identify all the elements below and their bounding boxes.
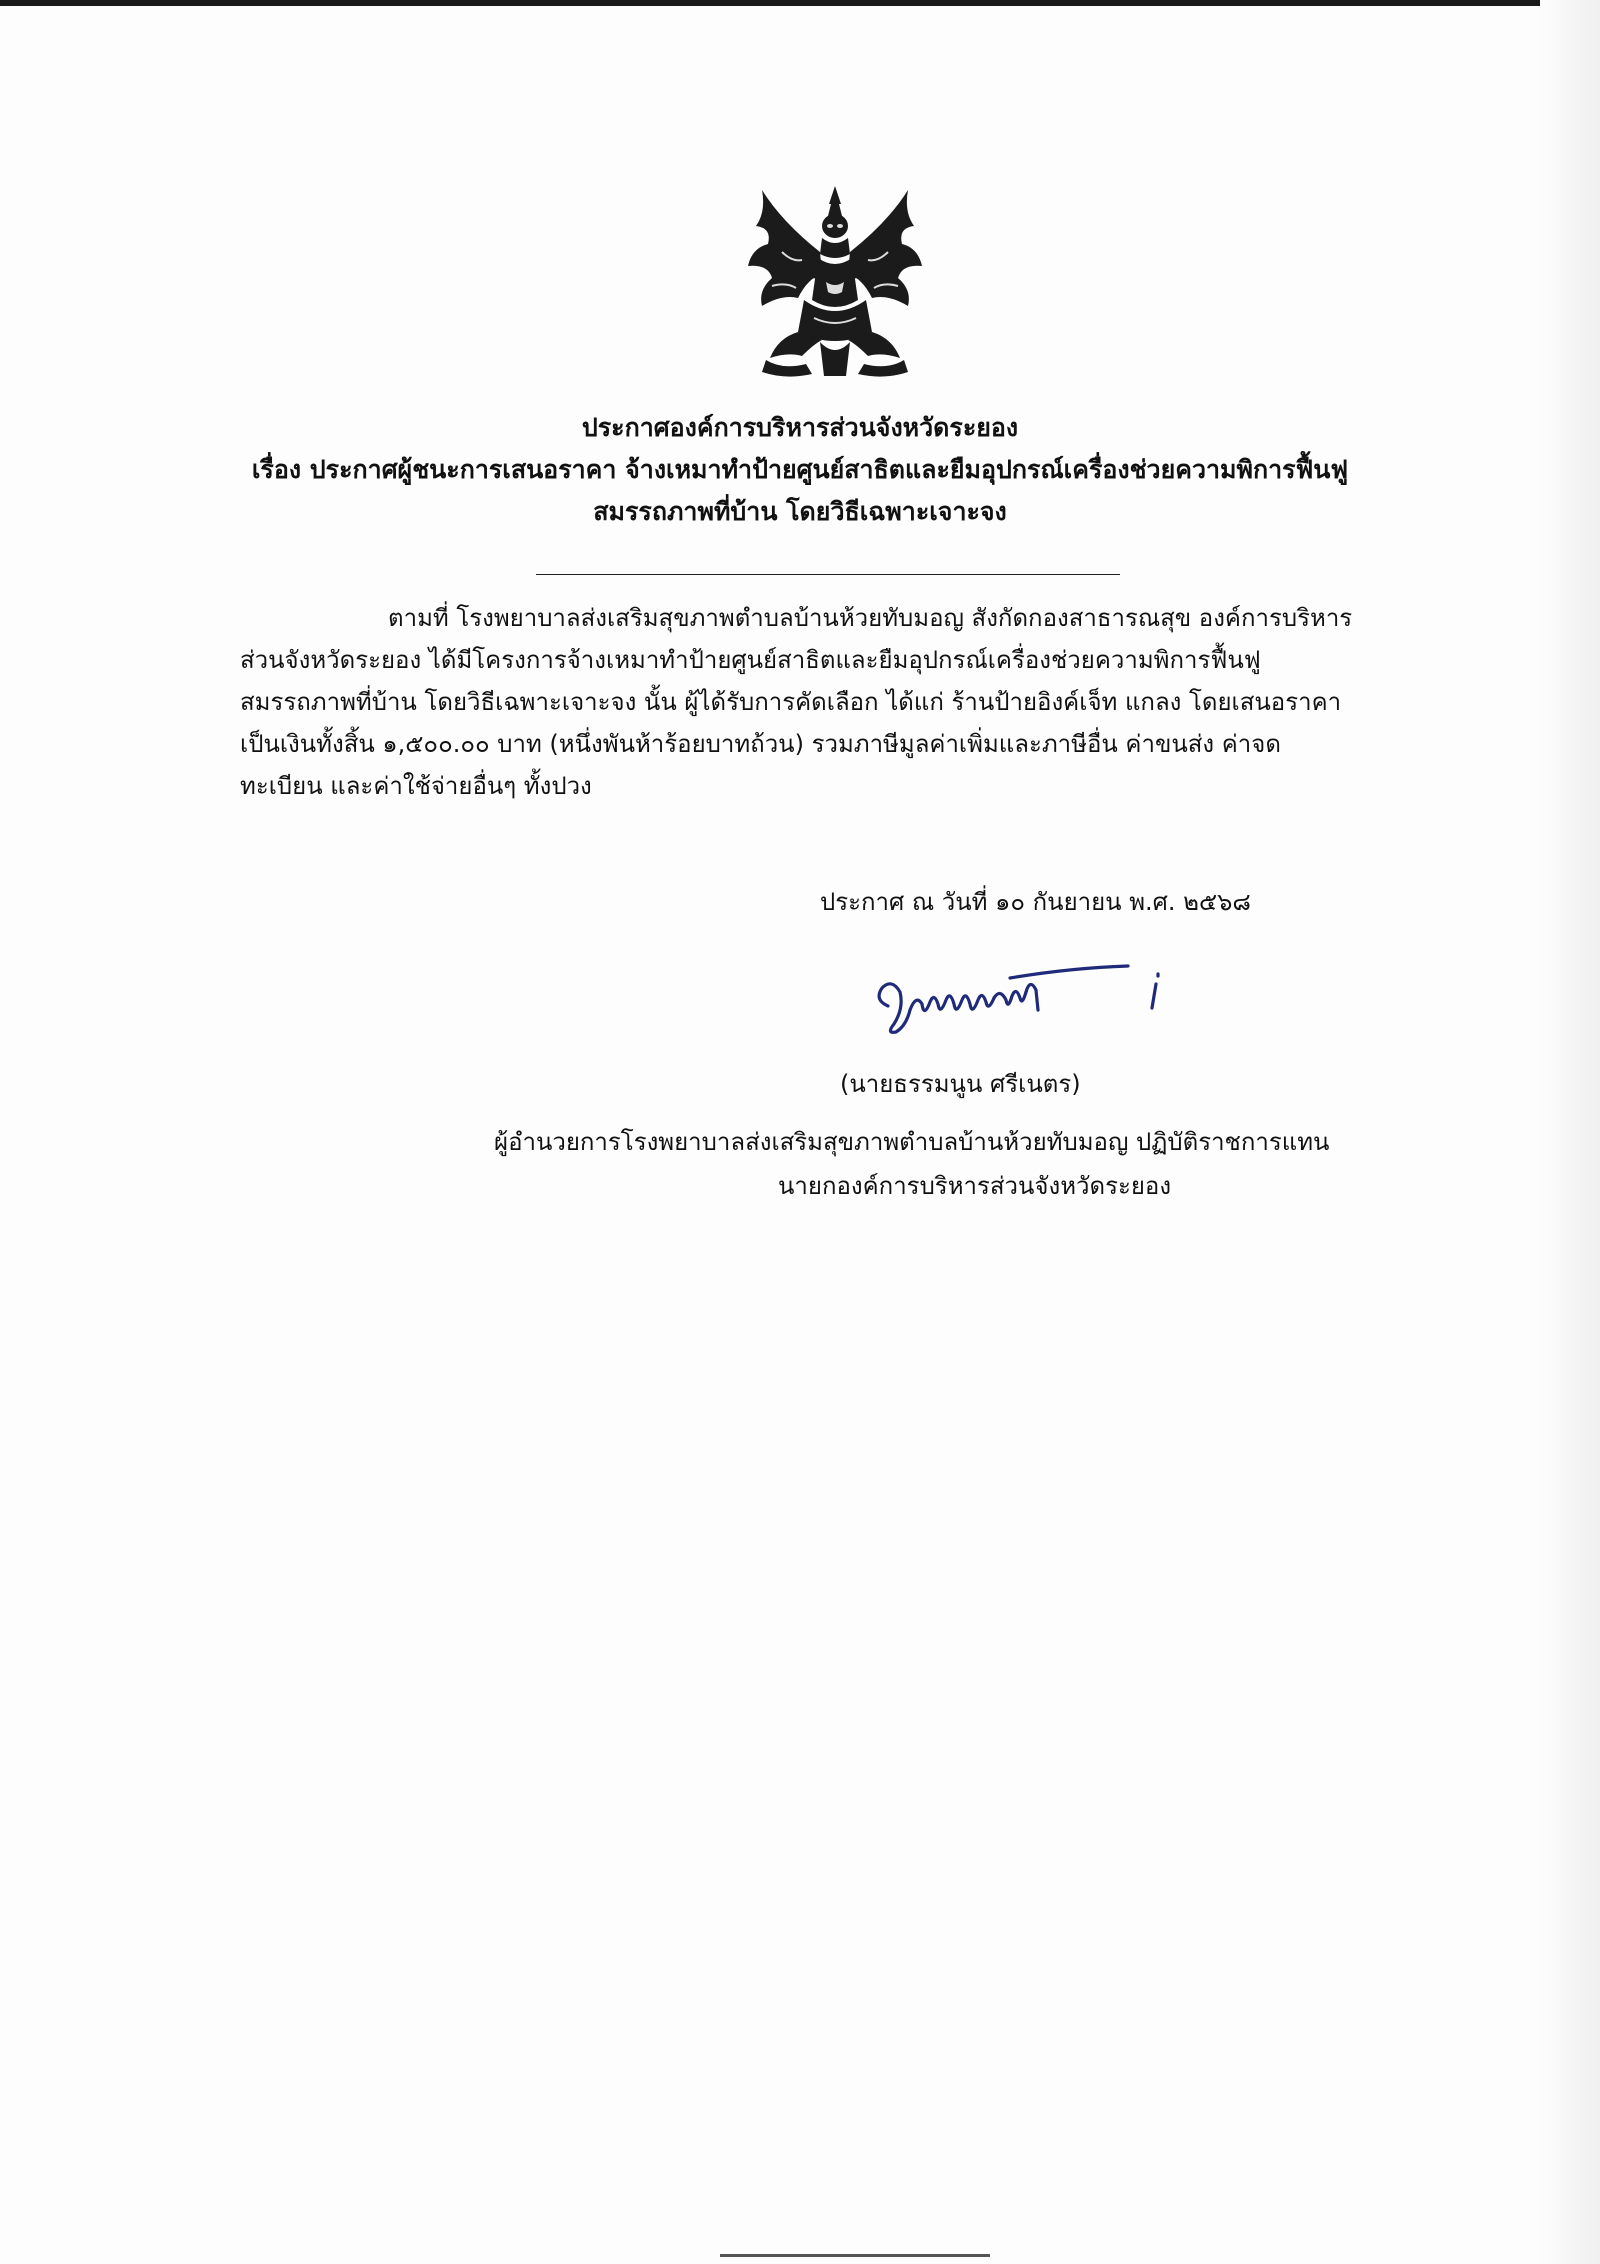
body-line-1: ตามที่ โรงพยาบาลส่งเสริมสุขภาพตำบลบ้านห้วยทับมอญ สังกัดกองสาธารณสุข องค์การบริหาร bbox=[388, 604, 1353, 632]
scan-right-shade bbox=[1540, 0, 1600, 2264]
signer-position: ผู้อำนวยการโรงพยาบาลส่งเสริมสุขภาพตำบลบ้านห้วยทับมอญ ปฏิบัติราชการแทน bbox=[494, 1128, 1330, 1156]
signer-organization: นายกองค์การบริหารส่วนจังหวัดระยอง bbox=[778, 1172, 1172, 1200]
scan-top-edge bbox=[0, 0, 1540, 6]
scan-bottom-edge bbox=[720, 2254, 990, 2257]
body-line-3: สมรรถภาพที่บ้าน โดยวิธีเฉพาะเจาะจง นั้น ผู้ได้รับการคัดเลือก ได้แก่ ร้านป้ายอิงค์เจ็ท แกลง โดยเสนอราคา bbox=[240, 688, 1342, 716]
body-line-2: ส่วนจังหวัดระยอง ได้มีโครงการจ้างเหมาทำป้ายศูนย์สาธิตและยืมอุปกรณ์เครื่องช่วยความพิการฟื้นฟู bbox=[240, 646, 1261, 674]
signer-name: (นายธรรมนูน ศรีเนตร) bbox=[840, 1070, 1081, 1098]
announcement-subject-continued: สมรรถภาพที่บ้าน โดยวิธีเฉพาะเจาะจง bbox=[593, 497, 1007, 526]
handwritten-signature-icon bbox=[860, 948, 1170, 1048]
announcement-date: ประกาศ ณ วันที่ ๑๐ กันยายน พ.ศ. ๒๕๖๘ bbox=[820, 888, 1251, 916]
announcement-subject: เรื่อง ประกาศผู้ชนะการเสนอราคา จ้างเหมาทำป้ายศูนย์สาธิตและยืมอุปกรณ์เครื่องช่วยความพิการฟื้นฟู bbox=[251, 455, 1349, 484]
body-line-5: ทะเบียน และค่าใช้จ่ายอื่นๆ ทั้งปวง bbox=[240, 772, 592, 800]
title-underline bbox=[536, 574, 1120, 575]
garuda-emblem-icon bbox=[742, 182, 928, 382]
body-line-4: เป็นเงินทั้งสิ้น ๑,๕๐๐.๐๐ บาท (หนึ่งพันห้าร้อยบาทถ้วน) รวมภาษีมูลค่าเพิ่มและภาษีอื่น ค่าขนส่ง ค่าจด bbox=[240, 730, 1281, 758]
announcement-title: ประกาศองค์การบริหารส่วนจังหวัดระยอง bbox=[581, 413, 1019, 442]
